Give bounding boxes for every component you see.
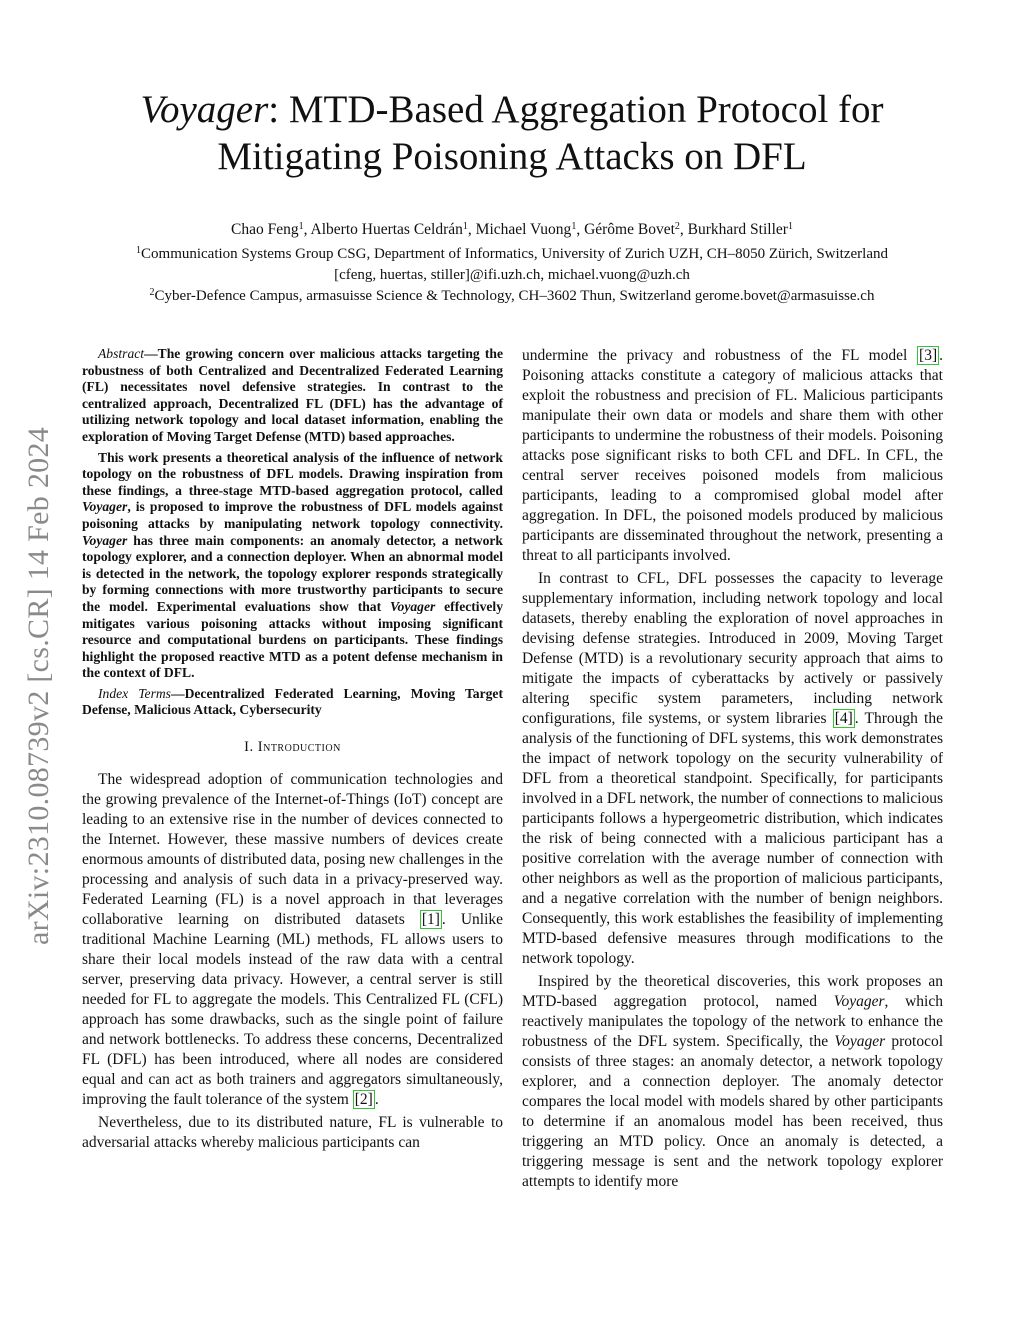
citation-link[interactable]: [2] [354, 1091, 373, 1109]
title-emphasis: Voyager [140, 88, 269, 131]
affiliation-1: $^1$Communication Systems Group CSG, Department of Informatics, University of Zurich UZH, CH–8050 Zürich, Switzerland [136, 245, 888, 262]
citation-link[interactable]: [3] [919, 347, 938, 364]
arxiv-identifier: arXiv:2310.08739v2 [cs.CR] 14 Feb 2024 [22, 426, 55, 945]
index-terms-label: Index Terms [98, 685, 171, 701]
author: Burkhard Stiller [687, 221, 788, 238]
abstract-paragraph-2: This work presents a theoretical analysis of the influence of network topology on the robustness of DFL models. Drawing inspiration from these findings, a three-stage MTD-based aggregation protocol, called Voyager, is proposed to improve the robustness of DFL models against poisoning attacks by manipulating network topology connectivity. Voyager has three main components: an anomaly detector, a network topology explorer, and a connection deployer. When an abnormal model is detected in the network, the topology explorer responds strategically by forming connections with more trustworthy participants to secure the model. Experimental evaluations show that Voyager effectively mitigates various poisoning attacks without imposing significant resource and computational burdens on participants. These findings highlight the proposed reactive MTD as a potent defense mechanism in the context of DFL. [82, 449, 503, 681]
index-terms: Index Terms—Decentralized Federated Learning, Moving Target Defense, Malicious Attack, Cybersecurity [82, 685, 503, 718]
title-line1: : MTD-Based Aggregation Protocol for [268, 88, 884, 131]
body-paragraph-1: undermine the privacy and robustness of the FL model [3] . Poisoning attacks constitute a category of malicious attacks that exploit the robustness and precision of FL. Malicious participants manipulate their own data or models and share them with other participants to undermine the robustness of their models. Poisoning attacks pose significant risks to both CFL and DFL. In CFL, the central server receives poisoned models from malicious participants, leading to a compromised global model after aggregation. In DFL, the poisoned models produced by malicious participants are disseminated throughout the network, presenting a threat to all participants involved. [522, 347, 943, 564]
paper-title [60, 86, 964, 180]
affiliation-1-emails: [cfeng, huertas, stiller]@ifi.uzh.ch, michael.vuong@uzh.ch [334, 267, 690, 283]
citation-link[interactable]: [4] [834, 710, 853, 727]
intro-paragraph-2: Nevertheless, due to its distributed nature, FL is vulnerable to adversarial attacks whereby malicious participants can [82, 1114, 503, 1152]
section-heading: I. Introduction [244, 739, 341, 756]
author: Chao Feng [231, 221, 299, 238]
author-list: Chao Feng$^1$, Alberto Huertas Celdrán$^1$, Michael Vuong$^1$, Gérôme Bovet$^2$, Burkhard Stiller$^1$ [231, 221, 793, 238]
intro-paragraph-1: The widespread adoption of communication technologies and the growing prevalence of the Internet-of-Things (IoT) concept are leading to an extensive rise in the number of devices connected to the Internet. However, these massive numbers of devices create enormous amounts of distributed data, posing new challenges in the processing and analysis of such data in a privacy-preserved way. Federated Learning (FL) is a novel approach in that leverages collaborative learning on distributed datasets [1] . Unlike traditional Machine Learning (ML) methods, FL allows users to share their local models instead of the raw data with a central server, preserving data privacy. However, a central server is still needed for FL to aggregate the models. This Centralized FL (CFL) approach has some drawbacks, such as the single point of failure and network bottlenecks. To address these concerns, Decentralized FL (DFL) has been introduced, where all nodes are considered equal and can act as both trainers and aggregators simultaneously, improving the fault tolerance of the system [2] . [82, 771, 504, 1109]
right-column [522, 346, 943, 1195]
citation-link[interactable]: [1] [421, 911, 440, 929]
body-paragraph-2: In contrast to CFL, DFL possesses the capacity to leverage supplementary information, including network topology and local datasets, thereby enabling the exploration of novel approaches in devising defense strategies. Introduced in 2009, Moving Target Defense (MTD) is a revolutionary security approach that aims to mitigate the impacts of cyberattacks by actively or passively altering specific system parameters, including network configurations, file systems, or system libraries [4] . Through the analysis of the functioning of DFL systems, this work demonstrates the impact of network topology on the security vulnerability of DFL from a theoretical standpoint. Specifically, for participants involved in a DFL network, the number of connections to malicious participants follows a hypergeometric distribution, which indicates the risk of being connected with a malicious participant has a positive correlation with the average number of connection with other neighbors as well as the proportion of malicious participants, and a negative correlation with the number of benign neighbors. Consequently, this work establishes the feasibility of implementing MTD-based defensive measures through modifications to the network topology. [522, 570, 943, 967]
author: Michael Vuong [475, 221, 572, 238]
title-line2: Mitigating Poisoning Attacks on DFL [217, 135, 807, 178]
author: Gérôme Bovet [584, 221, 675, 238]
left-column [82, 346, 503, 1156]
author: Alberto Huertas Celdrán [310, 221, 463, 238]
abstract-label: Abstract [98, 346, 145, 361]
body-paragraph-3: Inspired by the theoretical discoveries, this work proposes an MTD-based aggregation protocol, named Voyager, which reactively manipulates the topology of the network to enhance the robustness of the DFL system. Specifically, the Voyager protocol consists of three stages: an anomaly detector, a network topology explorer, and a connection deployer. The anomaly detector compares the local model with models shared by other participants to determine if an anomalous model has been received, thus triggering an MTD policy. Once an anomaly is detected, a triggering message is sent and the network topology explorer attempts to identify more [522, 973, 944, 1190]
affiliation-2: $^2$Cyber-Defence Campus, armasuisse Science & Technology, CH–3602 Thun, Switzerland gerome.bovet@armasuisse.ch [149, 287, 875, 304]
abstract-paragraph-1: Abstract—The growing concern over malicious attacks targeting the robustness of both Centralized and Decentralized Federated Learning (FL) necessitates novel defensive strategies. In contrast to the centralized approach, Decentralized FL (DFL) has the advantage of utilizing network topology and local dataset information, enabling the exploration of Moving Target Defense (MTD) based approaches. [82, 346, 503, 444]
